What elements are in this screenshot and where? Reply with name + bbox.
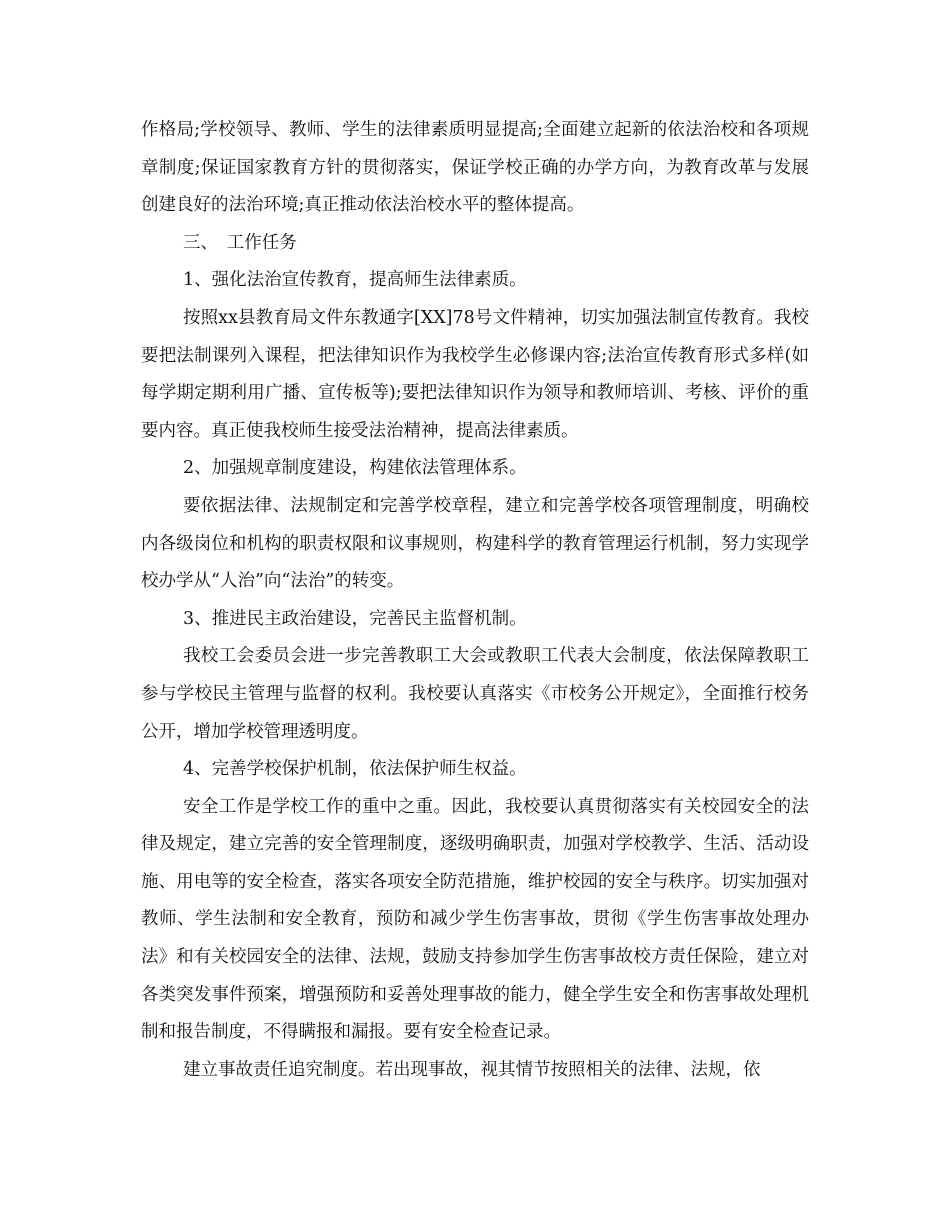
paragraph-continued: 作格局;学校领导、教师、学生的法律素质明显提高;全面建立起新的依法治校和各项规章制度;保证国家教育方针的贯彻落实，保证学校正确的办学方向，为教育改革与发展创建良好的法治环境;真正推动依法治校水平的整体提高。: [141, 120, 809, 216]
subheading-2: 2、加强规章制度建设，构建依法管理体系。: [183, 458, 527, 479]
document-body: [141, 112, 809, 1089]
subheading-1: 1、强化法治宣传教育，提高师生法律素质。: [183, 270, 527, 291]
subheading-3: 3、推进民主政治建设，完善民主监督机制。: [183, 608, 527, 629]
section-heading-work-tasks: 三、 工作任务: [183, 232, 297, 253]
paragraph: 建立事故责任追究制度。若出现事故，视其情节按照相关的法律、法规，依: [183, 1059, 761, 1080]
paragraph: 安全工作是学校工作的重中之重。因此，我校要认真贯彻落实有关校园安全的法律及规定，建立完善的安全管理制度，逐级明确职责，加强对学校教学、生活、活动设施、用电等的安全检查，落实各项安全防范措施，维护校园的安全与秩序。切实加强对教师、学生法制和安全教育，预防和减少学生伤害事故，贯彻《学生伤害事故处理办法》和有关校园安全的法律、法规，鼓励支持参加学生伤害事故校方责任保险，建立对各类突发事件预案，增强预防和妥善处理事故的能力，健全学生安全和伤害事故处理机制和报告制度，不得瞒报和漏报。要有安全检查记录。: [141, 796, 809, 1043]
paragraph: 按照xx县教育局文件东教通字[XX]78号文件精神，切实加强法制宣传教育。我校要把法制课列入课程，把法律知识作为我校学生必修课内容;法治宣传教育形式多样(如每学期定期利用广播、宣传板等);要把法律知识作为领导和教师培训、考核、评价的重要内容。真正使我校师生接受法治精神，提高法律素质。: [141, 307, 809, 441]
paragraph: 我校工会委员会进一步完善教职工大会或教职工代表大会制度，依法保障教职工参与学校民主管理与监督的权利。我校要认真落实《市校务公开规定》，全面推行校务公开，增加学校管理透明度。: [141, 646, 809, 742]
paragraph: 要依据法律、法规制定和完善学校章程，建立和完善学校各项管理制度，明确校内各级岗位和机构的职责权限和议事规则，构建科学的教育管理运行机制，努力实现学校办学从“人治”向“法治”的转变。: [141, 495, 809, 592]
subheading-4: 4、完善学校保护机制，依法保护师生权益。: [183, 759, 527, 780]
